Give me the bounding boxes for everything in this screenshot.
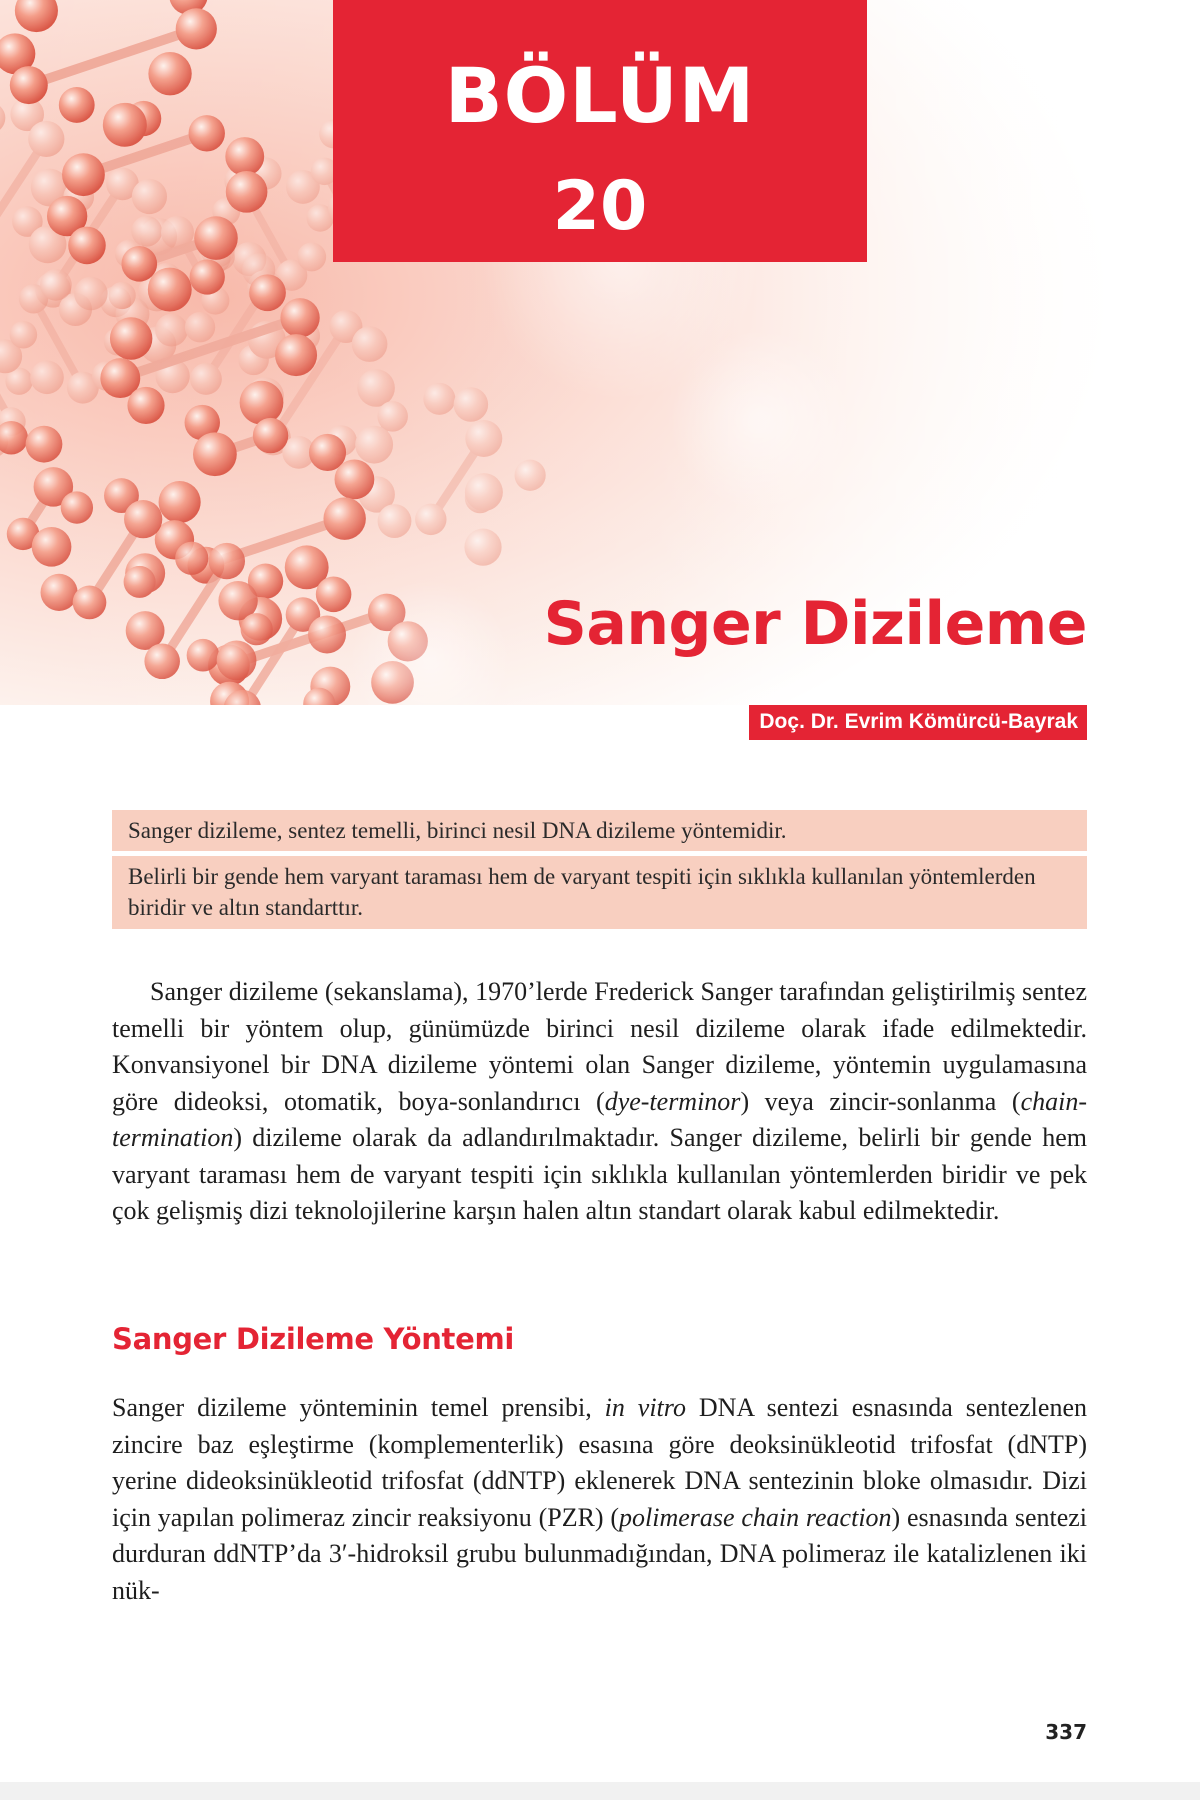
page-bottom-strip: [0, 1782, 1200, 1800]
chapter-title: Sanger Dizileme: [543, 589, 1087, 659]
body-paragraph: [112, 1390, 1087, 1609]
paragraph-text: ) esnasında sentezi durduran ddNTP’da 3′-hidroksil grubu bulunmadığından, DNA polimeraz ile katalizlenen iki nük-: [112, 1502, 1088, 1605]
paragraph-text: Sanger dizileme yönteminin temel prensibi,: [112, 1393, 605, 1422]
paragraph-italic-term: in vitro: [604, 1393, 686, 1422]
summary-box: Belirli bir gende hem varyant taraması hem de varyant tespiti için sıklıkla kullanılan yöntemlerden biridir ve altın standarttır.: [112, 856, 1087, 929]
paragraph-italic-term: polimerase chain reaction: [619, 1502, 892, 1532]
chapter-number-box: [333, 0, 867, 262]
paragraph-text: ) dizileme olarak da adlandırılmaktadır. Sanger dizileme, belirli bir gende hem varyant taraması hem de varyant tespiti için sıklıkla kullanılan yöntemlerden biridir ve pek çok gelişmiş dizi teknolojilerine karşın halen altın standart olarak kabul edilmektedir.: [112, 1123, 1087, 1225]
paragraph-text: ) veya zincir-sonlanma (: [740, 1086, 1021, 1116]
body-paragraph: [112, 974, 1087, 1230]
paragraph-text: DNA sentezi esnasında sentezlenen zincire baz eşleştirme (komplementerlik) esasına göre deoksinükleotid trifosfat (dNTP) yerine dideoksinükleotid trifosfat (ddNTP) eklenerek DNA sentezinin bloke olmasıdır. Dizi için yapılan polimeraz zincir reaksiyonu (PZR) (: [112, 1393, 1087, 1532]
page-number: 337: [1045, 1720, 1087, 1744]
paragraph-italic-term: dye-terminor: [604, 1086, 741, 1116]
paragraph-text: Sanger dizileme (sekanslama), 1970’lerde Frederick Sanger tarafından geliştirilmiş sentez temelli bir yöntem olup, günümüzde birinci nesil dizileme olarak ifade edilmektedir. Konvansiyonel bir DNA dizileme yöntemi olan Sanger dizileme, yöntemin uygulamasına göre dideoksi, otomatik, boya-sonlandırıcı (: [112, 977, 1087, 1116]
chapter-label: BÖLÜM: [444, 51, 756, 140]
section-heading: Sanger Dizileme Yöntemi: [112, 1322, 515, 1356]
chapter-number: 20: [552, 167, 648, 246]
summary-box: Sanger dizileme, sentez temelli, birinci nesil DNA dizileme yöntemidir.: [112, 810, 1087, 851]
author-badge: Doç. Dr. Evrim Kömürcü-Bayrak: [749, 705, 1087, 740]
paragraph-italic-term: chain-termination: [112, 1086, 1087, 1152]
